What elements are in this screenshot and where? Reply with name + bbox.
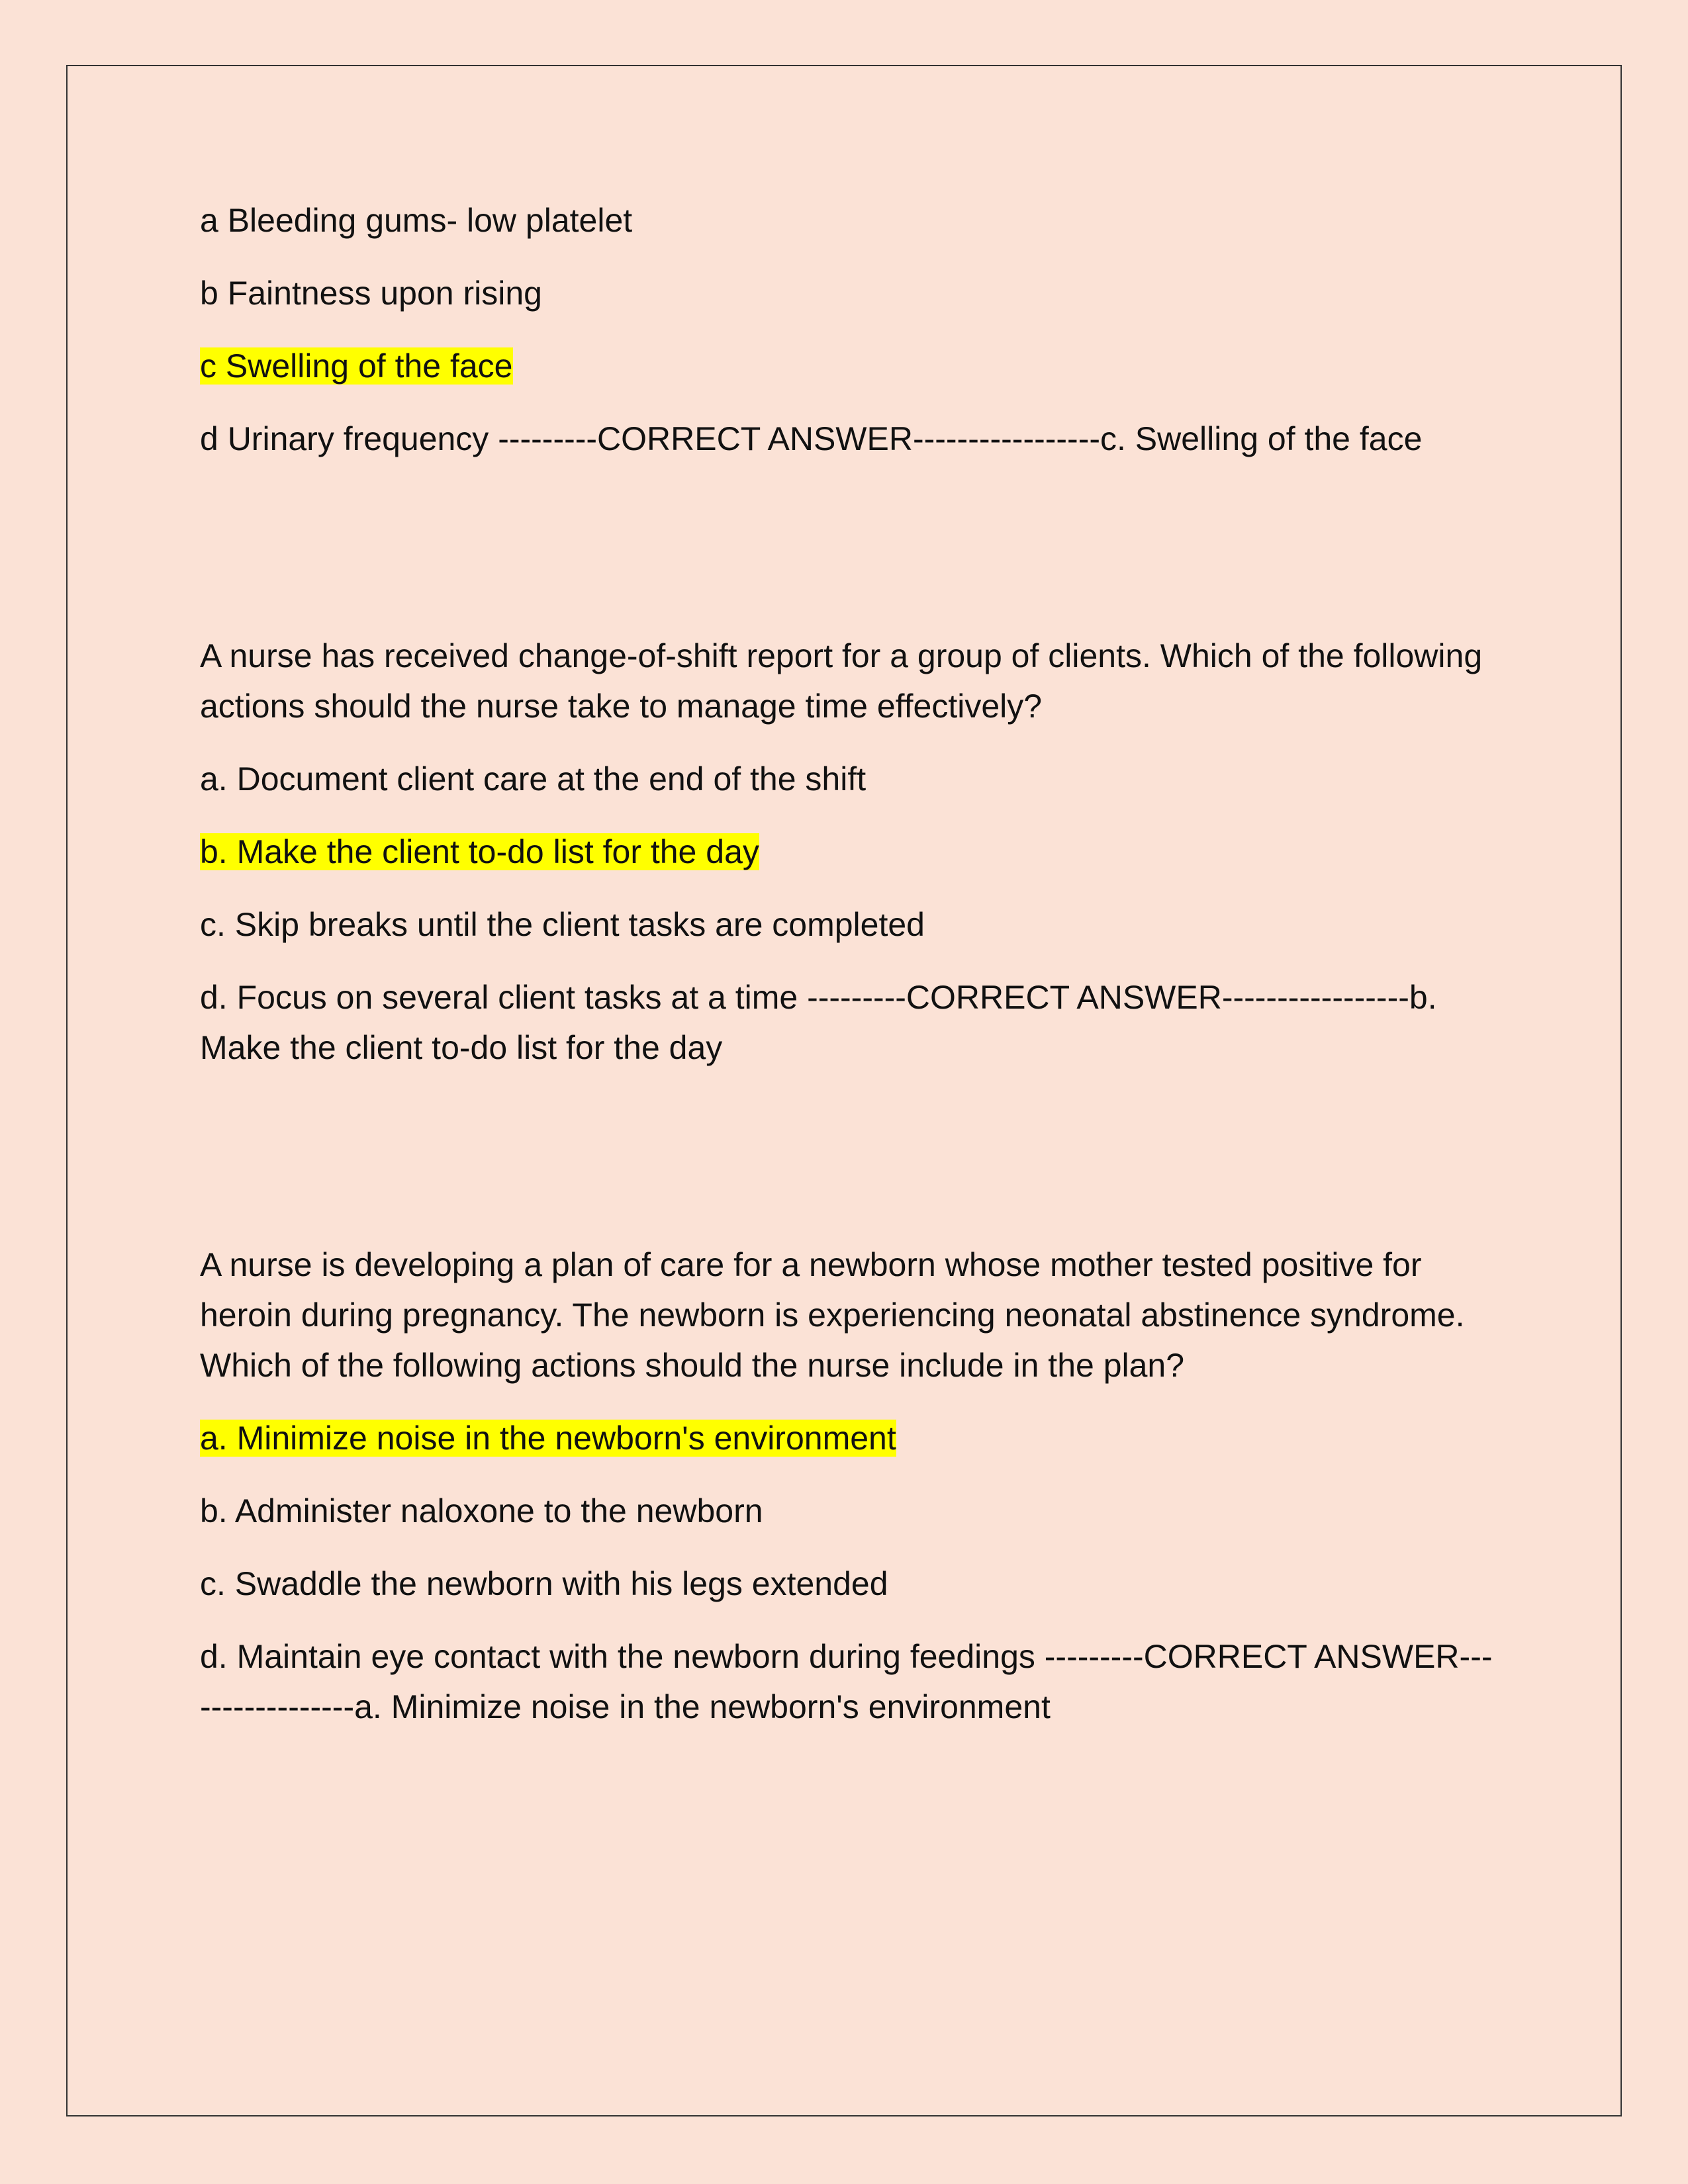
option-b-highlighted: b. Make the client to-do list for the day [200, 833, 759, 870]
option-d-with-answer: d. Maintain eye contact with the newborn during feedings ---------CORRECT ANSWER-----------------a. Minimize noise in the newborn's environment [200, 1638, 1493, 1725]
option-a: a. Document client care at the end of the shift [200, 760, 867, 797]
option-c: c. Swaddle the newborn with his legs extended [200, 1565, 888, 1602]
option-c: c. Skip breaks until the client tasks are completed [200, 906, 925, 943]
spacer [200, 1095, 1497, 1240]
option-b: b Faintness upon rising [200, 275, 542, 312]
spacer [200, 486, 1497, 631]
option-c-highlighted: c Swelling of the face [200, 347, 513, 385]
question-text: A nurse is developing a plan of care for a newborn whose mother tested positive for heroin during pregnancy. The newborn is experiencing neonatal abstinence syndrome. Which of the following actions should the nurse include in the plan? [200, 1246, 1465, 1384]
option-b: b. Administer naloxone to the newborn [200, 1492, 763, 1529]
option-a: a Bleeding gums- low platelet [200, 202, 633, 239]
option-a-highlighted: a. Minimize noise in the newborn's environment [200, 1420, 896, 1457]
option-d-with-answer: d. Focus on several client tasks at a time ---------CORRECT ANSWER-----------------b. Make the client to-do list for the day [200, 979, 1437, 1066]
question-block-1 [200, 195, 1497, 464]
question-text: A nurse has received change-of-shift report for a group of clients. Which of the following actions should the nurse take to manage time effectively? [200, 637, 1483, 725]
option-d-with-answer: d Urinary frequency ---------CORRECT ANSWER-----------------c. Swelling of the face [200, 420, 1423, 457]
document-content [200, 195, 1497, 1754]
question-block-3 [200, 1240, 1497, 1732]
question-block-2 [200, 631, 1497, 1073]
